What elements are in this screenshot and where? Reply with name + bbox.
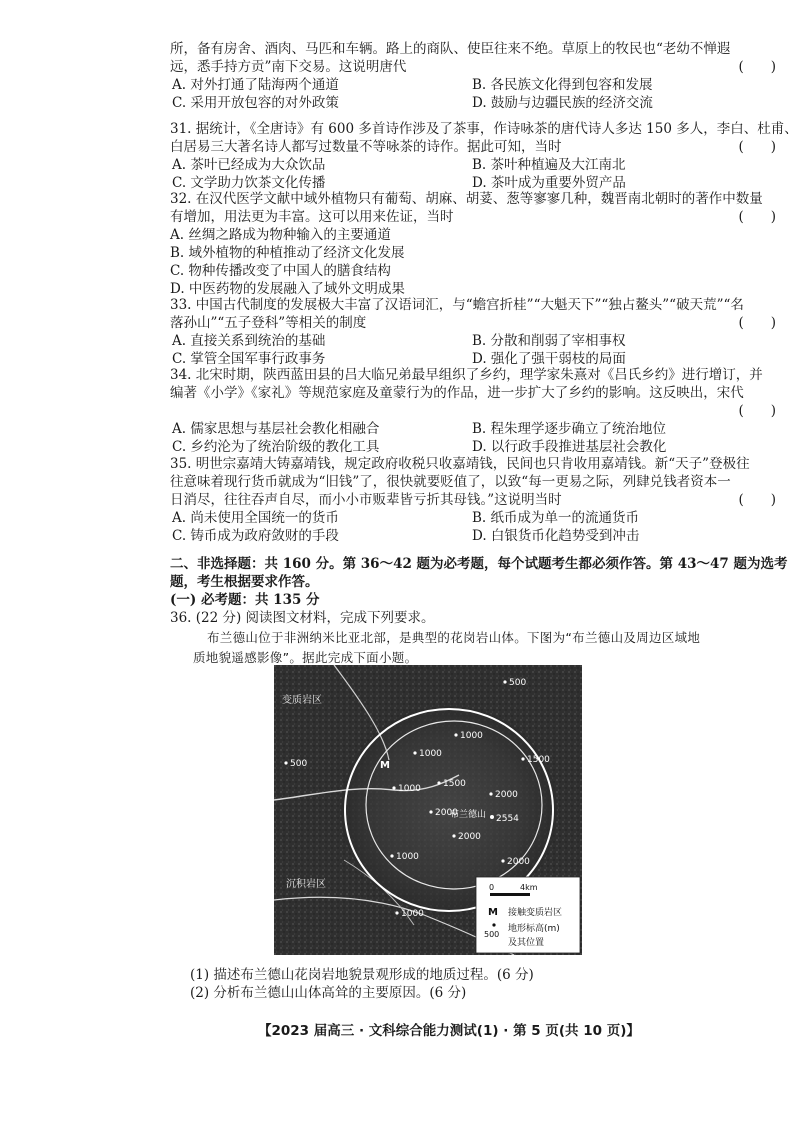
map-peak-elevation: 2554 [496,814,519,824]
q35-options [170,509,776,545]
question-31 [170,120,798,192]
q33-options [170,332,776,368]
q33-option-c: C. 掌管全国军事行政事务 [172,351,326,367]
q35-line3: 日消尽，往往吞声自尽，而小小市贩辈皆亏折其母钱。”这说明当时 [170,492,562,508]
q36-intro-line1: 布兰德山位于非洲纳米比亚北部，是典型的花岗岩山体。下图为“布兰德山及周边区域地 [207,630,701,645]
legend-elev-dot [492,923,495,926]
section-2-line2: 题，考生根据要求作答。 [170,574,319,590]
q32-option-a: A. 丝绸之路成为物种输入的主要通道 [170,227,391,243]
question-36-title [170,609,776,627]
q31-line1: 31. 据统计，《全唐诗》有 600 多首诗作涉及了茶事，作诗咏茶的唐代诗人多达 150 多人，李白、杜甫、 [170,121,798,137]
elevation-label: 500 [509,678,527,688]
section-2-heading [170,555,788,609]
legend-m-text: 接触变质岩区 [508,908,563,918]
page-footer: 【2023 届高三 · 文科综合能力测试(1) · 第 5 页(共 10 页)】 [258,1023,640,1039]
q32-bracket: ( ) [738,209,776,225]
map-peak-name: 布兰德山 [450,810,487,820]
question-34 [170,366,776,456]
q34-line1: 34. 北宋时期，陕西蓝田县的吕大临兄弟最早组织了乡约，理学家朱熹对《吕氏乡约》进行增订，并 [170,367,763,383]
scale-bar [490,893,530,896]
q31-bracket: ( ) [738,139,776,155]
q30-option-a: A. 对外打通了陆海两个通道 [172,77,339,93]
scale-label: 4km [520,883,538,892]
elevation-label: 1500 [527,755,550,765]
q31-options [170,156,776,192]
q36-intro-line2: 质地貌遥感影像”。据此完成下面小题。 [193,650,418,665]
q35-line1: 35. 明世宗嘉靖大铸嘉靖钱，规定政府收税只收嘉靖钱，民间也只肯收用嘉靖钱。新“天子”登极往 [170,456,750,472]
elevation-label: 1000 [396,852,419,862]
q35-option-c: C. 铸币成为政府敛财的手段 [172,528,339,544]
q33-option-a: A. 直接关系到统治的基础 [172,333,326,349]
elevation-label: 1500 [443,779,466,789]
q31-line2: 白居易三大著名诗人都写过数量不等咏茶的诗作。据此可知，当时 [170,139,562,155]
q32-option-c: C. 物种传播改变了中国人的膳食结构 [170,263,391,279]
section-2-line1: 二、非选择题：共 160 分。第 36～42 题为必考题，每个试题考生都必须作答。第 43～47 题为选考 [170,556,788,572]
q36-title: 36. (22 分) 阅读图文材料，完成下列要求。 [170,610,435,626]
elevation-label: 1000 [419,749,442,759]
q33-option-d: D. 强化了强干弱枝的局面 [472,351,626,367]
map-label-metamorphic: 变质岩区 [282,695,322,706]
question-32 [170,190,776,298]
elevation-label: 2000 [495,790,518,800]
q36-sub1: (1) 描述布兰德山花岗岩地貌景观形成的地质过程。(6 分) [190,967,534,983]
q33-line2: 落孙山”“五子登科”等相关的制度 [170,315,367,331]
q31-option-a: A. 茶叶已经成为大众饮品 [172,157,326,173]
elevation-label: 2000 [458,832,481,842]
q33-bracket: ( ) [738,315,776,331]
legend-m-symbol: M [488,907,498,918]
q33-line1: 33. 中国古代制度的发展极大丰富了汉语词汇，与“蟾宫折桂”“大魁天下”“独占鳌头”“破天荒”“名 [170,297,744,313]
elevation-label: 2000 [507,857,530,867]
q34-bracket: ( ) [738,403,776,419]
q34-option-d: D. 以行政手段推进基层社会教化 [472,439,667,455]
q35-option-b: B. 纸币成为单一的流通货币 [472,510,640,526]
question-35 [170,455,776,545]
elevation-label: 2000 [435,808,458,818]
map-legend [476,877,580,953]
q34-option-b: B. 程朱理学逐步确立了统治地位 [472,421,667,437]
q32-line2: 有增加，用法更为丰富。这可以用来佐证，当时 [170,209,454,225]
q31-option-c: C. 文学助力饮茶文化传播 [172,175,326,191]
q34-line2: 编著《小学》《家礼》等规范家庭及童蒙行为的作品，进一步扩大了乡约的影响。这反映出，宋代 [170,385,744,401]
q30-bracket: ( ) [738,59,776,75]
q36-sub2: (2) 分析布兰德山山体高耸的主要原因。(6 分) [190,985,467,1001]
question-33 [170,296,776,368]
q33-option-b: B. 分散和削弱了宰相事权 [472,333,626,349]
map-contact-label: M [380,760,390,771]
brandberg-remote-sensing-map [274,665,582,955]
q34-options [170,420,776,456]
elevation-label: 1000 [401,909,424,919]
scale-zero: 0 [489,883,495,892]
elevation-label: 500 [290,759,308,769]
q35-option-a: A. 尚未使用全国统一的货币 [172,510,339,526]
q31-option-b: B. 茶叶种植遍及大江南北 [472,157,626,173]
legend-elev-text2: 及其位置 [508,938,545,948]
q30-line1: 所，备有房舍、酒肉、马匹和车辆。路上的商队、使臣往来不绝。草原上的牧民也“老幼不惮遐 [170,41,731,57]
q30-option-b: B. 各民族文化得到包容和发展 [472,77,653,93]
q35-bracket: ( ) [738,492,776,508]
q30-option-c: C. 采用开放包容的对外政策 [172,95,339,111]
elevation-label: 1000 [398,784,421,794]
q30-options [170,76,776,112]
q30-option-d: D. 鼓励与边疆民族的经济交流 [472,95,653,111]
q30-line2: 远，悉手持方贡”南下交易。这说明唐代 [170,59,407,75]
q34-option-c: C. 乡约沦为了统治阶级的教化工具 [172,439,380,455]
q31-option-d: D. 茶叶成为重要外贸产品 [472,175,626,191]
elevation-label: 1000 [460,731,483,741]
peak-marker [490,815,494,819]
q35-line2: 往意味着现行货币就成为“旧钱”了，很快就要贬值了，以致“每一更易之际，列肆兑钱者资本一 [170,474,731,490]
q32-line1: 32. 在汉代医学文献中域外植物只有葡萄、胡麻、胡荽、葱等寥寥几种，魏晋南北朝时的著作中数量 [170,191,763,207]
q34-option-a: A. 儒家思想与基层社会教化相融合 [172,421,380,437]
legend-elev-text1: 地形标高(m) [508,924,560,934]
q36-intro [193,628,776,668]
section-2-required: (一) 必考题：共 135 分 [170,592,320,608]
q35-option-d: D. 白银货币化趋势受到冲击 [472,528,640,544]
q32-option-b: B. 域外植物的种植推动了经济文化发展 [170,245,405,261]
q32-option-d: D. 中医药物的发展融入了域外文明成果 [170,281,405,297]
legend-elev-sample: 500 [484,930,500,939]
question-30 [170,40,776,112]
map-label-sedimentary: 沉积岩区 [286,879,326,890]
